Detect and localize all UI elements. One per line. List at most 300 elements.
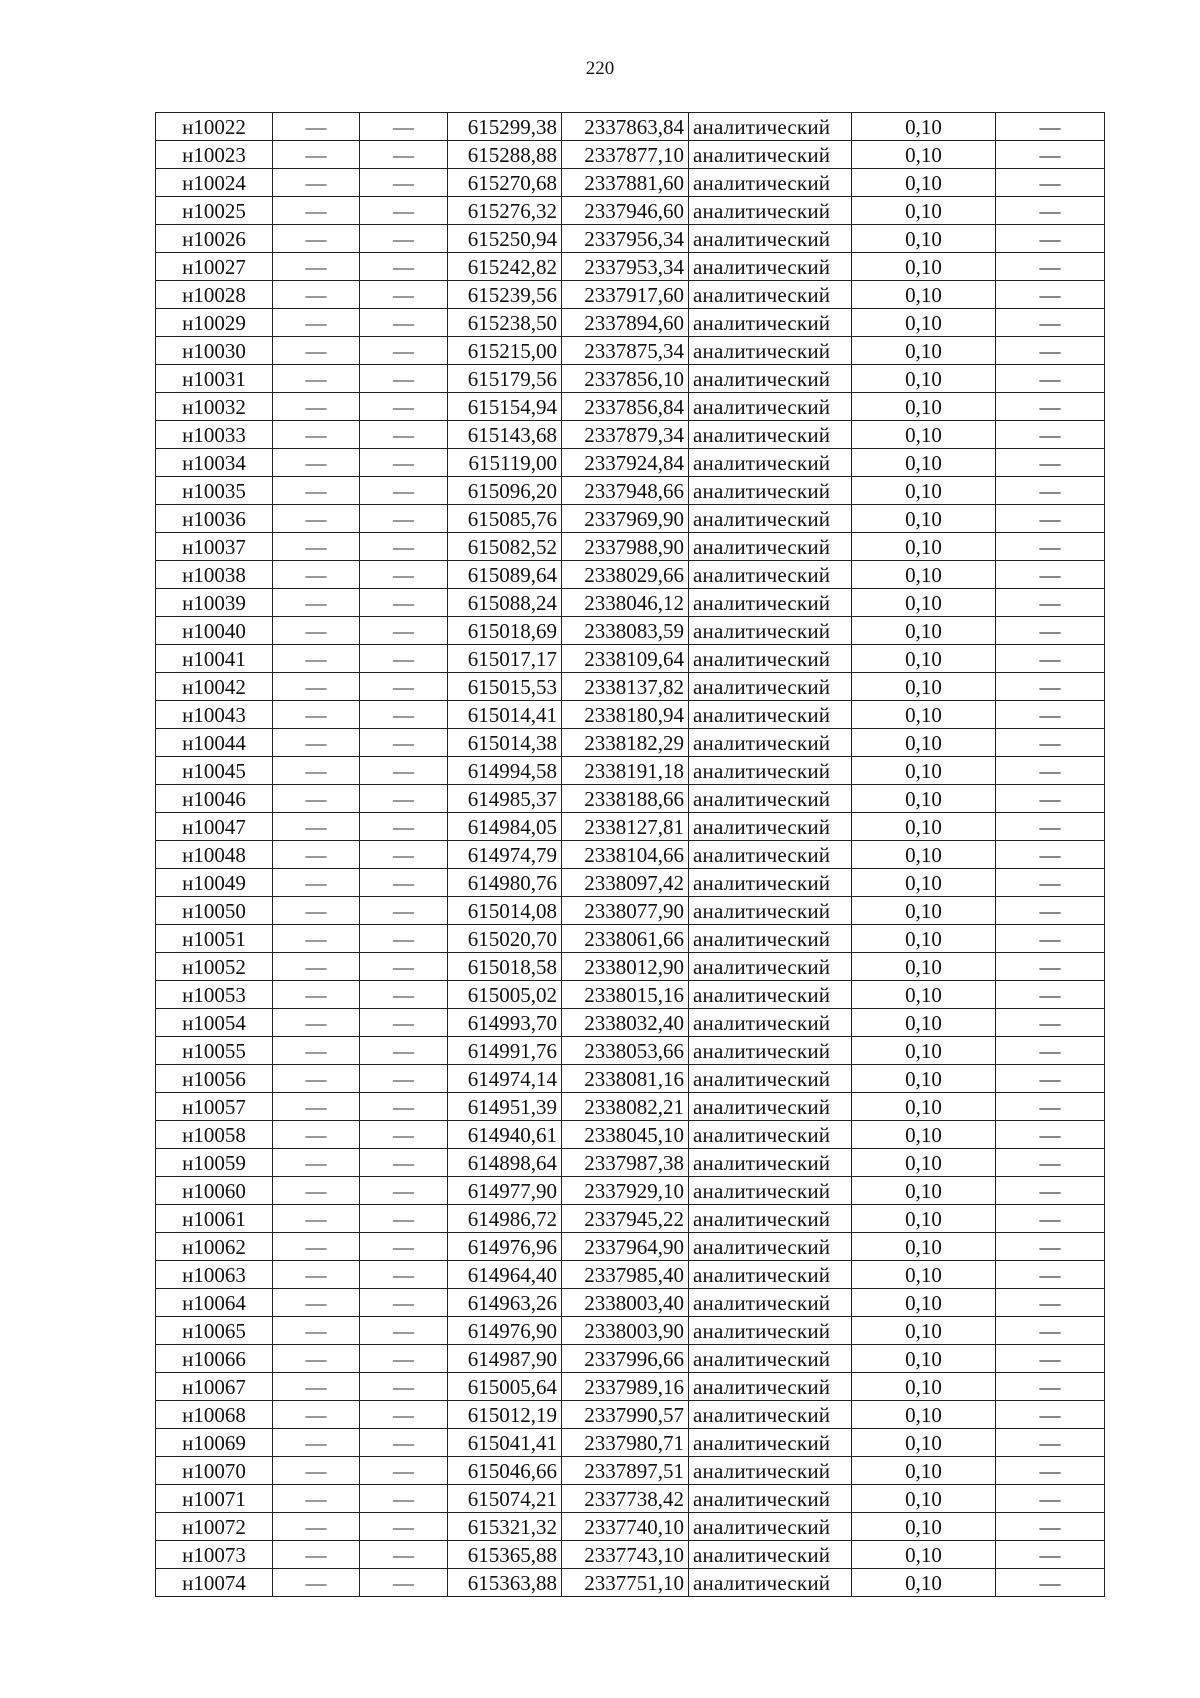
method-cell: аналитический <box>689 757 852 785</box>
description-cell: — <box>996 505 1105 533</box>
y-coordinate-cell: 2338003,40 <box>562 1289 689 1317</box>
prev-x-cell: — <box>273 841 360 869</box>
point-id-cell: н10041 <box>156 645 273 673</box>
y-coordinate-cell: 2337881,60 <box>562 169 689 197</box>
description-cell: — <box>996 953 1105 981</box>
method-cell: аналитический <box>689 729 852 757</box>
accuracy-cell: 0,10 <box>852 1541 996 1569</box>
accuracy-cell: 0,10 <box>852 953 996 981</box>
prev-y-cell: — <box>360 197 448 225</box>
y-coordinate-cell: 2337990,57 <box>562 1401 689 1429</box>
accuracy-cell: 0,10 <box>852 1233 996 1261</box>
table-row <box>156 757 1105 785</box>
y-coordinate-cell: 2337856,10 <box>562 365 689 393</box>
accuracy-cell: 0,10 <box>852 785 996 813</box>
description-cell: — <box>996 1037 1105 1065</box>
x-coordinate-cell: 615143,68 <box>448 421 562 449</box>
y-coordinate-cell: 2338032,40 <box>562 1009 689 1037</box>
x-coordinate-cell: 615276,32 <box>448 197 562 225</box>
prev-y-cell: — <box>360 757 448 785</box>
point-id-cell: н10045 <box>156 757 273 785</box>
point-id-cell: н10073 <box>156 1541 273 1569</box>
point-id-cell: н10056 <box>156 1065 273 1093</box>
method-cell: аналитический <box>689 1401 852 1429</box>
prev-x-cell: — <box>273 113 360 141</box>
accuracy-cell: 0,10 <box>852 673 996 701</box>
x-coordinate-cell: 615119,00 <box>448 449 562 477</box>
method-cell: аналитический <box>689 785 852 813</box>
table-row <box>156 1009 1105 1037</box>
point-id-cell: н10025 <box>156 197 273 225</box>
prev-x-cell: — <box>273 1317 360 1345</box>
point-id-cell: н10060 <box>156 1177 273 1205</box>
prev-y-cell: — <box>360 253 448 281</box>
prev-y-cell: — <box>360 477 448 505</box>
prev-x-cell: — <box>273 1261 360 1289</box>
table-row <box>156 617 1105 645</box>
y-coordinate-cell: 2337969,90 <box>562 505 689 533</box>
accuracy-cell: 0,10 <box>852 981 996 1009</box>
prev-x-cell: — <box>273 561 360 589</box>
prev-x-cell: — <box>273 589 360 617</box>
prev-x-cell: — <box>273 505 360 533</box>
description-cell: — <box>996 673 1105 701</box>
x-coordinate-cell: 615005,64 <box>448 1373 562 1401</box>
description-cell: — <box>996 1009 1105 1037</box>
y-coordinate-cell: 2338045,10 <box>562 1121 689 1149</box>
prev-x-cell: — <box>273 1401 360 1429</box>
accuracy-cell: 0,10 <box>852 841 996 869</box>
accuracy-cell: 0,10 <box>852 449 996 477</box>
method-cell: аналитический <box>689 1037 852 1065</box>
point-id-cell: н10051 <box>156 925 273 953</box>
table-row <box>156 673 1105 701</box>
x-coordinate-cell: 615018,58 <box>448 953 562 981</box>
x-coordinate-cell: 615012,19 <box>448 1401 562 1429</box>
point-id-cell: н10042 <box>156 673 273 701</box>
accuracy-cell: 0,10 <box>852 141 996 169</box>
point-id-cell: н10074 <box>156 1569 273 1597</box>
table-row <box>156 1541 1105 1569</box>
accuracy-cell: 0,10 <box>852 1569 996 1597</box>
description-cell: — <box>996 561 1105 589</box>
table-row <box>156 925 1105 953</box>
prev-x-cell: — <box>273 1513 360 1541</box>
description-cell: — <box>996 785 1105 813</box>
table-row <box>156 813 1105 841</box>
point-id-cell: н10038 <box>156 561 273 589</box>
accuracy-cell: 0,10 <box>852 1289 996 1317</box>
table-row <box>156 1317 1105 1345</box>
accuracy-cell: 0,10 <box>852 1513 996 1541</box>
description-cell: — <box>996 141 1105 169</box>
prev-y-cell: — <box>360 1065 448 1093</box>
x-coordinate-cell: 615020,70 <box>448 925 562 953</box>
prev-y-cell: — <box>360 1401 448 1429</box>
method-cell: аналитический <box>689 1009 852 1037</box>
accuracy-cell: 0,10 <box>852 253 996 281</box>
table-row <box>156 561 1105 589</box>
y-coordinate-cell: 2337856,84 <box>562 393 689 421</box>
accuracy-cell: 0,10 <box>852 1373 996 1401</box>
description-cell: — <box>996 1317 1105 1345</box>
prev-y-cell: — <box>360 225 448 253</box>
x-coordinate-cell: 614898,64 <box>448 1149 562 1177</box>
y-coordinate-cell: 2337989,16 <box>562 1373 689 1401</box>
accuracy-cell: 0,10 <box>852 589 996 617</box>
table-row <box>156 1149 1105 1177</box>
point-id-cell: н10048 <box>156 841 273 869</box>
method-cell: аналитический <box>689 197 852 225</box>
accuracy-cell: 0,10 <box>852 281 996 309</box>
prev-x-cell: — <box>273 1569 360 1597</box>
table-row <box>156 1569 1105 1597</box>
method-cell: аналитический <box>689 281 852 309</box>
method-cell: аналитический <box>689 533 852 561</box>
method-cell: аналитический <box>689 1149 852 1177</box>
method-cell: аналитический <box>689 1373 852 1401</box>
y-coordinate-cell: 2337980,71 <box>562 1429 689 1457</box>
accuracy-cell: 0,10 <box>852 813 996 841</box>
x-coordinate-cell: 614963,26 <box>448 1289 562 1317</box>
table-row <box>156 337 1105 365</box>
point-id-cell: н10022 <box>156 113 273 141</box>
prev-y-cell: — <box>360 1233 448 1261</box>
table-row <box>156 309 1105 337</box>
description-cell: — <box>996 589 1105 617</box>
prev-y-cell: — <box>360 281 448 309</box>
prev-y-cell: — <box>360 421 448 449</box>
y-coordinate-cell: 2338082,21 <box>562 1093 689 1121</box>
prev-y-cell: — <box>360 1317 448 1345</box>
accuracy-cell: 0,10 <box>852 1401 996 1429</box>
x-coordinate-cell: 615321,32 <box>448 1513 562 1541</box>
prev-y-cell: — <box>360 1429 448 1457</box>
prev-y-cell: — <box>360 617 448 645</box>
description-cell: — <box>996 365 1105 393</box>
prev-y-cell: — <box>360 1513 448 1541</box>
y-coordinate-cell: 2338137,82 <box>562 673 689 701</box>
prev-y-cell: — <box>360 1457 448 1485</box>
prev-x-cell: — <box>273 1177 360 1205</box>
point-id-cell: н10065 <box>156 1317 273 1345</box>
table-row <box>156 365 1105 393</box>
method-cell: аналитический <box>689 1205 852 1233</box>
table-row <box>156 589 1105 617</box>
table-row <box>156 225 1105 253</box>
prev-x-cell: — <box>273 253 360 281</box>
description-cell: — <box>996 281 1105 309</box>
x-coordinate-cell: 614986,72 <box>448 1205 562 1233</box>
prev-y-cell: — <box>360 1261 448 1289</box>
description-cell: — <box>996 813 1105 841</box>
prev-y-cell: — <box>360 561 448 589</box>
y-coordinate-cell: 2338053,66 <box>562 1037 689 1065</box>
accuracy-cell: 0,10 <box>852 729 996 757</box>
point-id-cell: н10043 <box>156 701 273 729</box>
method-cell: аналитический <box>689 309 852 337</box>
method-cell: аналитический <box>689 1541 852 1569</box>
table-row <box>156 1373 1105 1401</box>
prev-y-cell: — <box>360 1177 448 1205</box>
point-id-cell: н10037 <box>156 533 273 561</box>
method-cell: аналитический <box>689 365 852 393</box>
description-cell: — <box>996 757 1105 785</box>
prev-x-cell: — <box>273 365 360 393</box>
description-cell: — <box>996 1429 1105 1457</box>
accuracy-cell: 0,10 <box>852 1429 996 1457</box>
description-cell: — <box>996 113 1105 141</box>
prev-x-cell: — <box>273 1037 360 1065</box>
description-cell: — <box>996 1345 1105 1373</box>
description-cell: — <box>996 477 1105 505</box>
prev-y-cell: — <box>360 869 448 897</box>
prev-x-cell: — <box>273 953 360 981</box>
x-coordinate-cell: 614980,76 <box>448 869 562 897</box>
prev-y-cell: — <box>360 505 448 533</box>
point-id-cell: н10054 <box>156 1009 273 1037</box>
accuracy-cell: 0,10 <box>852 197 996 225</box>
accuracy-cell: 0,10 <box>852 309 996 337</box>
y-coordinate-cell: 2338188,66 <box>562 785 689 813</box>
point-id-cell: н10026 <box>156 225 273 253</box>
point-id-cell: н10047 <box>156 813 273 841</box>
y-coordinate-cell: 2337738,42 <box>562 1485 689 1513</box>
method-cell: аналитический <box>689 841 852 869</box>
table-row <box>156 729 1105 757</box>
point-id-cell: н10072 <box>156 1513 273 1541</box>
accuracy-cell: 0,10 <box>852 1065 996 1093</box>
prev-y-cell: — <box>360 1289 448 1317</box>
x-coordinate-cell: 615017,17 <box>448 645 562 673</box>
description-cell: — <box>996 449 1105 477</box>
table-row <box>156 1205 1105 1233</box>
method-cell: аналитический <box>689 953 852 981</box>
method-cell: аналитический <box>689 1457 852 1485</box>
x-coordinate-cell: 614985,37 <box>448 785 562 813</box>
point-id-cell: н10023 <box>156 141 273 169</box>
accuracy-cell: 0,10 <box>852 533 996 561</box>
method-cell: аналитический <box>689 1569 852 1597</box>
prev-x-cell: — <box>273 1289 360 1317</box>
description-cell: — <box>996 1569 1105 1597</box>
accuracy-cell: 0,10 <box>852 1261 996 1289</box>
prev-x-cell: — <box>273 309 360 337</box>
description-cell: — <box>996 1289 1105 1317</box>
method-cell: аналитический <box>689 1289 852 1317</box>
point-id-cell: н10029 <box>156 309 273 337</box>
description-cell: — <box>996 1149 1105 1177</box>
x-coordinate-cell: 615014,08 <box>448 897 562 925</box>
y-coordinate-cell: 2338109,64 <box>562 645 689 673</box>
prev-y-cell: — <box>360 1373 448 1401</box>
description-cell: — <box>996 925 1105 953</box>
table-row <box>156 869 1105 897</box>
point-id-cell: н10036 <box>156 505 273 533</box>
point-id-cell: н10052 <box>156 953 273 981</box>
accuracy-cell: 0,10 <box>852 1317 996 1345</box>
x-coordinate-cell: 615154,94 <box>448 393 562 421</box>
point-id-cell: н10059 <box>156 1149 273 1177</box>
prev-x-cell: — <box>273 169 360 197</box>
point-id-cell: н10057 <box>156 1093 273 1121</box>
accuracy-cell: 0,10 <box>852 617 996 645</box>
accuracy-cell: 0,10 <box>852 1205 996 1233</box>
method-cell: аналитический <box>689 1065 852 1093</box>
prev-y-cell: — <box>360 1121 448 1149</box>
method-cell: аналитический <box>689 1233 852 1261</box>
x-coordinate-cell: 614974,79 <box>448 841 562 869</box>
x-coordinate-cell: 615238,50 <box>448 309 562 337</box>
y-coordinate-cell: 2338083,59 <box>562 617 689 645</box>
table-row <box>156 169 1105 197</box>
prev-y-cell: — <box>360 1485 448 1513</box>
method-cell: аналитический <box>689 1317 852 1345</box>
description-cell: — <box>996 197 1105 225</box>
y-coordinate-cell: 2338015,16 <box>562 981 689 1009</box>
accuracy-cell: 0,10 <box>852 701 996 729</box>
description-cell: — <box>996 309 1105 337</box>
y-coordinate-cell: 2337948,66 <box>562 477 689 505</box>
prev-x-cell: — <box>273 533 360 561</box>
accuracy-cell: 0,10 <box>852 1009 996 1037</box>
method-cell: аналитический <box>689 589 852 617</box>
point-id-cell: н10050 <box>156 897 273 925</box>
table-row <box>156 1233 1105 1261</box>
method-cell: аналитический <box>689 477 852 505</box>
table-row <box>156 1401 1105 1429</box>
prev-x-cell: — <box>273 1485 360 1513</box>
point-id-cell: н10058 <box>156 1121 273 1149</box>
x-coordinate-cell: 614993,70 <box>448 1009 562 1037</box>
prev-y-cell: — <box>360 645 448 673</box>
prev-y-cell: — <box>360 981 448 1009</box>
description-cell: — <box>996 337 1105 365</box>
prev-x-cell: — <box>273 757 360 785</box>
table-row <box>156 477 1105 505</box>
description-cell: — <box>996 1233 1105 1261</box>
y-coordinate-cell: 2338029,66 <box>562 561 689 589</box>
point-id-cell: н10070 <box>156 1457 273 1485</box>
x-coordinate-cell: 614994,58 <box>448 757 562 785</box>
x-coordinate-cell: 614976,90 <box>448 1317 562 1345</box>
table-row <box>156 981 1105 1009</box>
prev-y-cell: — <box>360 1037 448 1065</box>
description-cell: — <box>996 645 1105 673</box>
table-row <box>156 393 1105 421</box>
table-row <box>156 1177 1105 1205</box>
accuracy-cell: 0,10 <box>852 393 996 421</box>
table-row <box>156 841 1105 869</box>
x-coordinate-cell: 615089,64 <box>448 561 562 589</box>
point-id-cell: н10030 <box>156 337 273 365</box>
point-id-cell: н10061 <box>156 1205 273 1233</box>
method-cell: аналитический <box>689 113 852 141</box>
x-coordinate-cell: 614984,05 <box>448 813 562 841</box>
y-coordinate-cell: 2337988,90 <box>562 533 689 561</box>
y-coordinate-cell: 2338012,90 <box>562 953 689 981</box>
x-coordinate-cell: 615046,66 <box>448 1457 562 1485</box>
x-coordinate-cell: 615088,24 <box>448 589 562 617</box>
table-row <box>156 1093 1105 1121</box>
prev-y-cell: — <box>360 1541 448 1569</box>
method-cell: аналитический <box>689 253 852 281</box>
x-coordinate-cell: 615365,88 <box>448 1541 562 1569</box>
prev-x-cell: — <box>273 393 360 421</box>
y-coordinate-cell: 2338003,90 <box>562 1317 689 1345</box>
point-id-cell: н10067 <box>156 1373 273 1401</box>
accuracy-cell: 0,10 <box>852 337 996 365</box>
method-cell: аналитический <box>689 645 852 673</box>
accuracy-cell: 0,10 <box>852 169 996 197</box>
table-row <box>156 1457 1105 1485</box>
table-row <box>156 1261 1105 1289</box>
prev-x-cell: — <box>273 645 360 673</box>
x-coordinate-cell: 614976,96 <box>448 1233 562 1261</box>
method-cell: аналитический <box>689 421 852 449</box>
method-cell: аналитический <box>689 1345 852 1373</box>
y-coordinate-cell: 2337875,34 <box>562 337 689 365</box>
x-coordinate-cell: 615014,38 <box>448 729 562 757</box>
prev-y-cell: — <box>360 113 448 141</box>
description-cell: — <box>996 1093 1105 1121</box>
x-coordinate-cell: 615015,53 <box>448 673 562 701</box>
point-id-cell: н10064 <box>156 1289 273 1317</box>
prev-y-cell: — <box>360 953 448 981</box>
accuracy-cell: 0,10 <box>852 1093 996 1121</box>
prev-y-cell: — <box>360 449 448 477</box>
prev-x-cell: — <box>273 1345 360 1373</box>
table-body <box>156 113 1105 1597</box>
method-cell: аналитический <box>689 925 852 953</box>
prev-y-cell: — <box>360 309 448 337</box>
accuracy-cell: 0,10 <box>852 1177 996 1205</box>
prev-x-cell: — <box>273 1373 360 1401</box>
accuracy-cell: 0,10 <box>852 421 996 449</box>
y-coordinate-cell: 2337879,34 <box>562 421 689 449</box>
table-row <box>156 505 1105 533</box>
y-coordinate-cell: 2337987,38 <box>562 1149 689 1177</box>
method-cell: аналитический <box>689 225 852 253</box>
point-id-cell: н10055 <box>156 1037 273 1065</box>
method-cell: аналитический <box>689 617 852 645</box>
x-coordinate-cell: 615014,41 <box>448 701 562 729</box>
table-row <box>156 1485 1105 1513</box>
accuracy-cell: 0,10 <box>852 1457 996 1485</box>
x-coordinate-cell: 615288,88 <box>448 141 562 169</box>
method-cell: аналитический <box>689 1429 852 1457</box>
y-coordinate-cell: 2337924,84 <box>562 449 689 477</box>
accuracy-cell: 0,10 <box>852 1485 996 1513</box>
prev-y-cell: — <box>360 589 448 617</box>
description-cell: — <box>996 869 1105 897</box>
y-coordinate-cell: 2338127,81 <box>562 813 689 841</box>
y-coordinate-cell: 2338182,29 <box>562 729 689 757</box>
prev-x-cell: — <box>273 197 360 225</box>
prev-x-cell: — <box>273 981 360 1009</box>
x-coordinate-cell: 615096,20 <box>448 477 562 505</box>
x-coordinate-cell: 615179,56 <box>448 365 562 393</box>
accuracy-cell: 0,10 <box>852 925 996 953</box>
y-coordinate-cell: 2337956,34 <box>562 225 689 253</box>
prev-x-cell: — <box>273 477 360 505</box>
x-coordinate-cell: 614991,76 <box>448 1037 562 1065</box>
y-coordinate-cell: 2337897,51 <box>562 1457 689 1485</box>
description-cell: — <box>996 1177 1105 1205</box>
x-coordinate-cell: 615215,00 <box>448 337 562 365</box>
x-coordinate-cell: 614977,90 <box>448 1177 562 1205</box>
accuracy-cell: 0,10 <box>852 561 996 589</box>
